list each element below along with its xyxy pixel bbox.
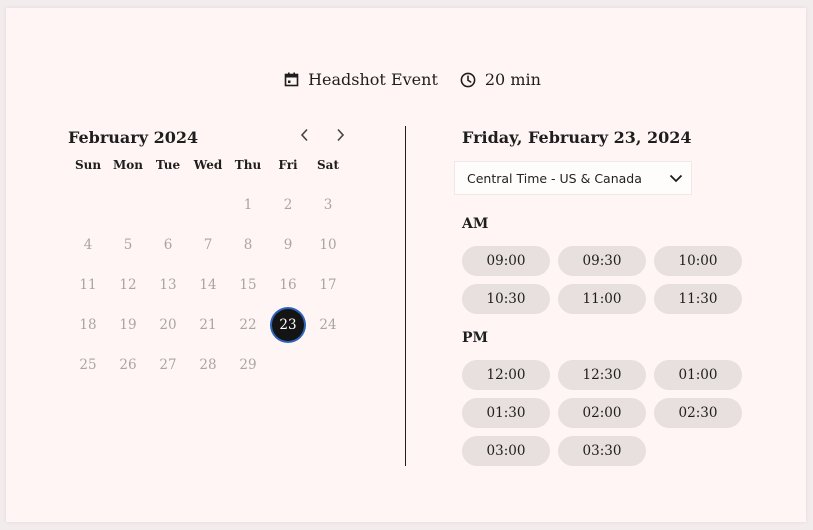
calendar-day: 2 xyxy=(283,197,293,213)
event-name-item xyxy=(284,70,438,89)
event-duration: 20 min xyxy=(484,70,541,89)
chevron-down-icon xyxy=(669,171,683,186)
calendar-icon xyxy=(284,72,299,87)
calendar-day: 25 xyxy=(79,357,97,373)
calendar-day: 19 xyxy=(119,317,137,333)
duration-item xyxy=(460,70,541,89)
next-month-button[interactable] xyxy=(332,126,348,146)
calendar-day: 15 xyxy=(239,277,257,293)
pm-label: PM xyxy=(462,330,489,346)
calendar-day: 9 xyxy=(283,237,293,253)
time-slot-button[interactable]: 10:00 xyxy=(654,246,742,276)
weekday-label: Mon xyxy=(112,158,143,172)
event-header xyxy=(6,70,813,89)
month-label: February 2024 xyxy=(68,128,199,147)
am-label: AM xyxy=(462,216,489,232)
weekday-header xyxy=(68,158,348,172)
calendar-day: 10 xyxy=(319,237,337,253)
calendar-day: 6 xyxy=(163,237,173,253)
calendar-day: 14 xyxy=(199,277,217,293)
calendar-day: 1 xyxy=(243,197,253,213)
time-slot-button[interactable]: 02:00 xyxy=(558,398,646,428)
weekday-label: Sat xyxy=(317,158,339,172)
weekday-label: Tue xyxy=(155,158,181,172)
calendar-day: 21 xyxy=(199,317,217,333)
time-slot-button[interactable]: 10:30 xyxy=(462,284,550,314)
chevron-right-icon xyxy=(336,127,345,146)
time-slot-button[interactable]: 01:30 xyxy=(462,398,550,428)
calendar-day: 28 xyxy=(199,357,217,373)
weekday-label: Wed xyxy=(193,158,223,172)
calendar-day: 8 xyxy=(243,237,253,253)
calendar-day: 17 xyxy=(319,277,337,293)
calendar-day: 12 xyxy=(119,277,137,293)
timezone-select[interactable] xyxy=(454,161,692,195)
calendar-day: 4 xyxy=(83,237,93,253)
am-slot-list xyxy=(462,246,742,314)
time-slot-button[interactable]: 09:30 xyxy=(558,246,646,276)
pm-slot-list xyxy=(462,360,742,466)
calendar-day: 13 xyxy=(159,277,177,293)
calendar-day: 16 xyxy=(279,277,297,293)
calendar-day: 26 xyxy=(119,357,137,373)
calendar-day: 27 xyxy=(159,357,177,373)
chevron-left-icon xyxy=(300,127,309,146)
selected-date: Friday, February 23, 2024 xyxy=(462,128,692,147)
calendar-day: 29 xyxy=(239,357,257,373)
calendar-day: 18 xyxy=(79,317,97,333)
weekday-label: Sun xyxy=(74,158,102,172)
clock-icon xyxy=(460,72,476,88)
weekday-label: Fri xyxy=(278,158,298,172)
calendar-day: 11 xyxy=(79,277,97,293)
day-grid xyxy=(68,185,348,385)
calendar-day: 5 xyxy=(123,237,133,253)
time-slot-button[interactable]: 11:30 xyxy=(654,284,742,314)
time-slot-button[interactable]: 09:00 xyxy=(462,246,550,276)
calendar-day: 7 xyxy=(203,237,213,253)
time-slot-button[interactable]: 01:00 xyxy=(654,360,742,390)
calendar-day: 3 xyxy=(323,197,333,213)
calendar-day: 24 xyxy=(319,317,337,333)
time-slot-button[interactable]: 03:00 xyxy=(462,436,550,466)
column-divider xyxy=(405,126,406,466)
time-slot-button[interactable]: 11:00 xyxy=(558,284,646,314)
time-slot-button[interactable]: 12:30 xyxy=(558,360,646,390)
event-name: Headshot Event xyxy=(308,70,438,89)
calendar-day: 22 xyxy=(239,317,257,333)
time-slot-button[interactable]: 12:00 xyxy=(462,360,550,390)
time-slot-button[interactable]: 02:30 xyxy=(654,398,742,428)
weekday-label: Thu xyxy=(234,158,262,172)
calendar-day-selected[interactable] xyxy=(268,305,308,345)
time-slot-button[interactable]: 03:30 xyxy=(558,436,646,466)
timezone-value: Central Time - US & Canada xyxy=(467,170,642,186)
previous-month-button[interactable] xyxy=(296,126,312,146)
calendar-day-label: 23 xyxy=(272,309,304,341)
calendar-day: 20 xyxy=(159,317,177,333)
